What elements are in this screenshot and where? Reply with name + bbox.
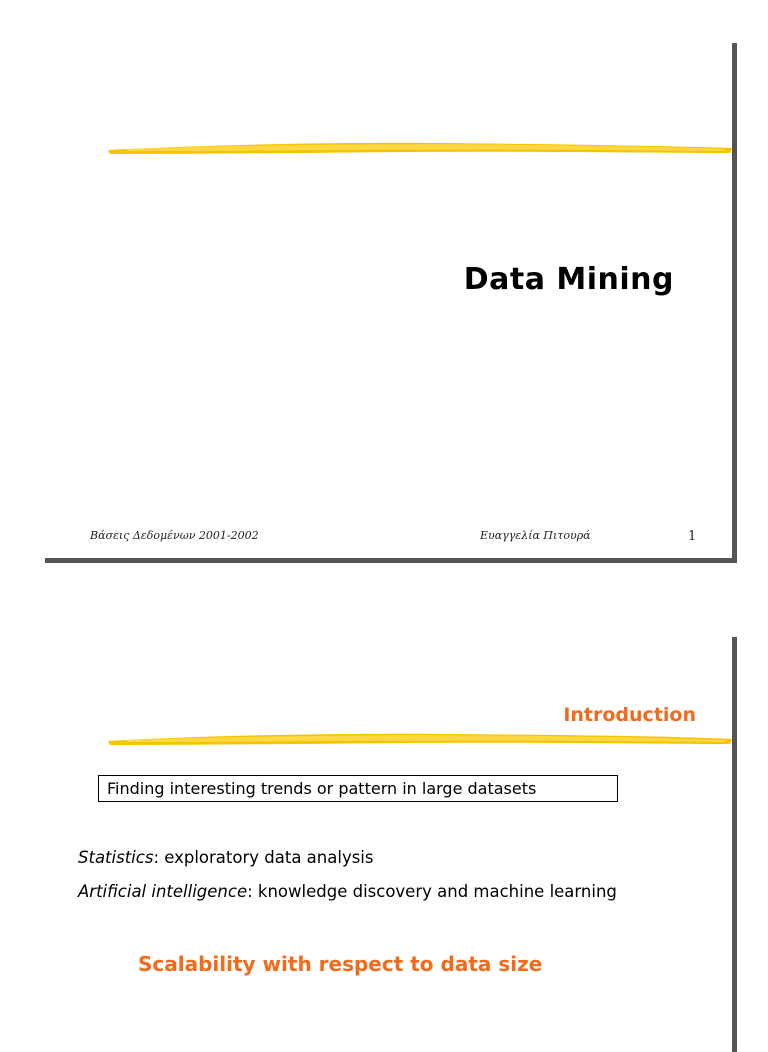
footer-author: Ευαγγελία Πιτουρά (480, 529, 591, 542)
statistics-term: Statistics (78, 848, 154, 867)
page-number: 1 (688, 529, 697, 544)
yellow-highlighter-stroke (106, 724, 734, 750)
ai-term: Artificial intelligence (78, 882, 248, 901)
ai-desc: : knowledge discovery and machine learning (247, 882, 617, 901)
yellow-highlighter-stroke (106, 134, 734, 160)
ai-line (78, 882, 617, 901)
footer-course: Βάσεις Δεδομένων 2001-2002 (90, 529, 259, 542)
scalability-heading: Scalability with respect to data size (138, 952, 543, 976)
slide-1 (40, 38, 732, 558)
statistics-line (78, 848, 374, 867)
slide-title: Data Mining (463, 262, 674, 297)
definition-box: Finding interesting trends or pattern in large datasets (98, 775, 618, 802)
section-title: Introduction (563, 704, 696, 726)
slide-2 (40, 632, 732, 1052)
statistics-desc: : exploratory data analysis (153, 848, 374, 867)
